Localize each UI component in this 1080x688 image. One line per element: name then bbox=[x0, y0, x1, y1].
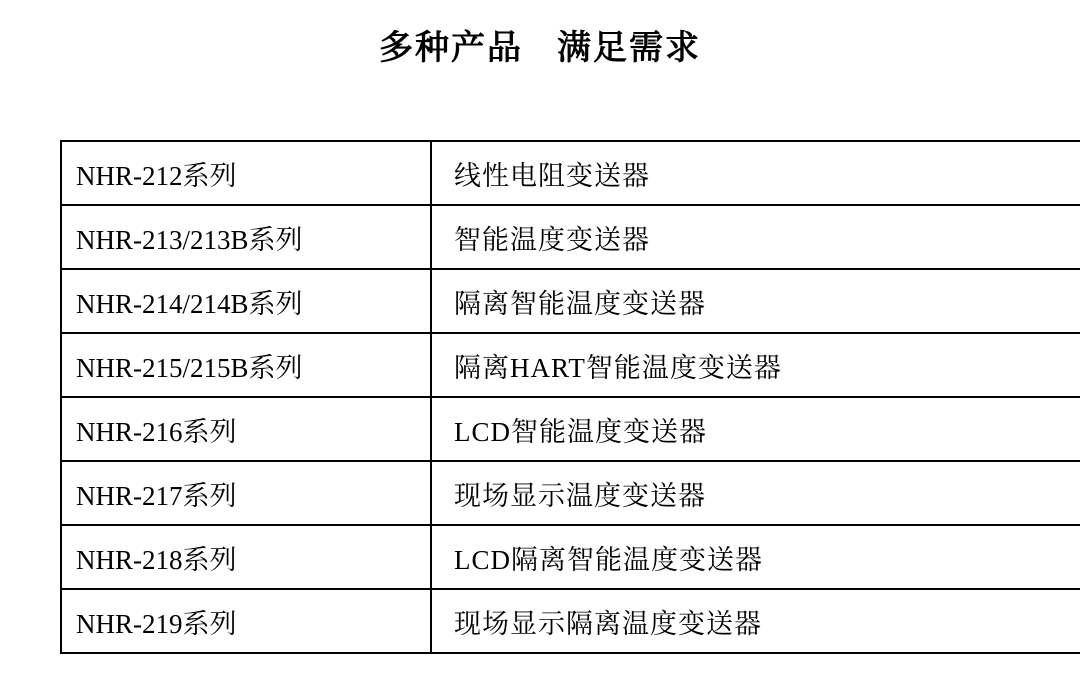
table-row bbox=[61, 397, 1080, 461]
page-title bbox=[0, 26, 1080, 70]
table-row bbox=[61, 141, 1080, 205]
table-cell-description: 隔离HART智能温度变送器 bbox=[431, 333, 1080, 397]
table-row bbox=[61, 589, 1080, 653]
table-cell-model: NHR-219系列 bbox=[61, 589, 431, 653]
table-cell-description: 隔离智能温度变送器 bbox=[431, 269, 1080, 333]
table-cell-model: NHR-218系列 bbox=[61, 525, 431, 589]
table-cell-description: LCD隔离智能温度变送器 bbox=[431, 525, 1080, 589]
table-row bbox=[61, 333, 1080, 397]
table-cell-description: 智能温度变送器 bbox=[431, 205, 1080, 269]
table-cell-description: 现场显示隔离温度变送器 bbox=[431, 589, 1080, 653]
table-row bbox=[61, 269, 1080, 333]
table-cell-description: LCD智能温度变送器 bbox=[431, 397, 1080, 461]
product-table bbox=[60, 140, 1080, 654]
table-row bbox=[61, 525, 1080, 589]
table-row bbox=[61, 205, 1080, 269]
table-cell-model: NHR-217系列 bbox=[61, 461, 431, 525]
document-page bbox=[0, 26, 1080, 688]
product-table-container bbox=[60, 140, 1020, 654]
table-row bbox=[61, 461, 1080, 525]
table-cell-description: 线性电阻变送器 bbox=[431, 141, 1080, 205]
table-cell-model: NHR-212系列 bbox=[61, 141, 431, 205]
table-cell-model: NHR-214/214B系列 bbox=[61, 269, 431, 333]
table-cell-model: NHR-216系列 bbox=[61, 397, 431, 461]
page-title-left: 多种产品 bbox=[379, 28, 523, 68]
table-cell-model: NHR-215/215B系列 bbox=[61, 333, 431, 397]
page-title-right: 满足需求 bbox=[557, 28, 701, 68]
product-table-body bbox=[61, 141, 1080, 653]
table-cell-description: 现场显示温度变送器 bbox=[431, 461, 1080, 525]
table-cell-model: NHR-213/213B系列 bbox=[61, 205, 431, 269]
